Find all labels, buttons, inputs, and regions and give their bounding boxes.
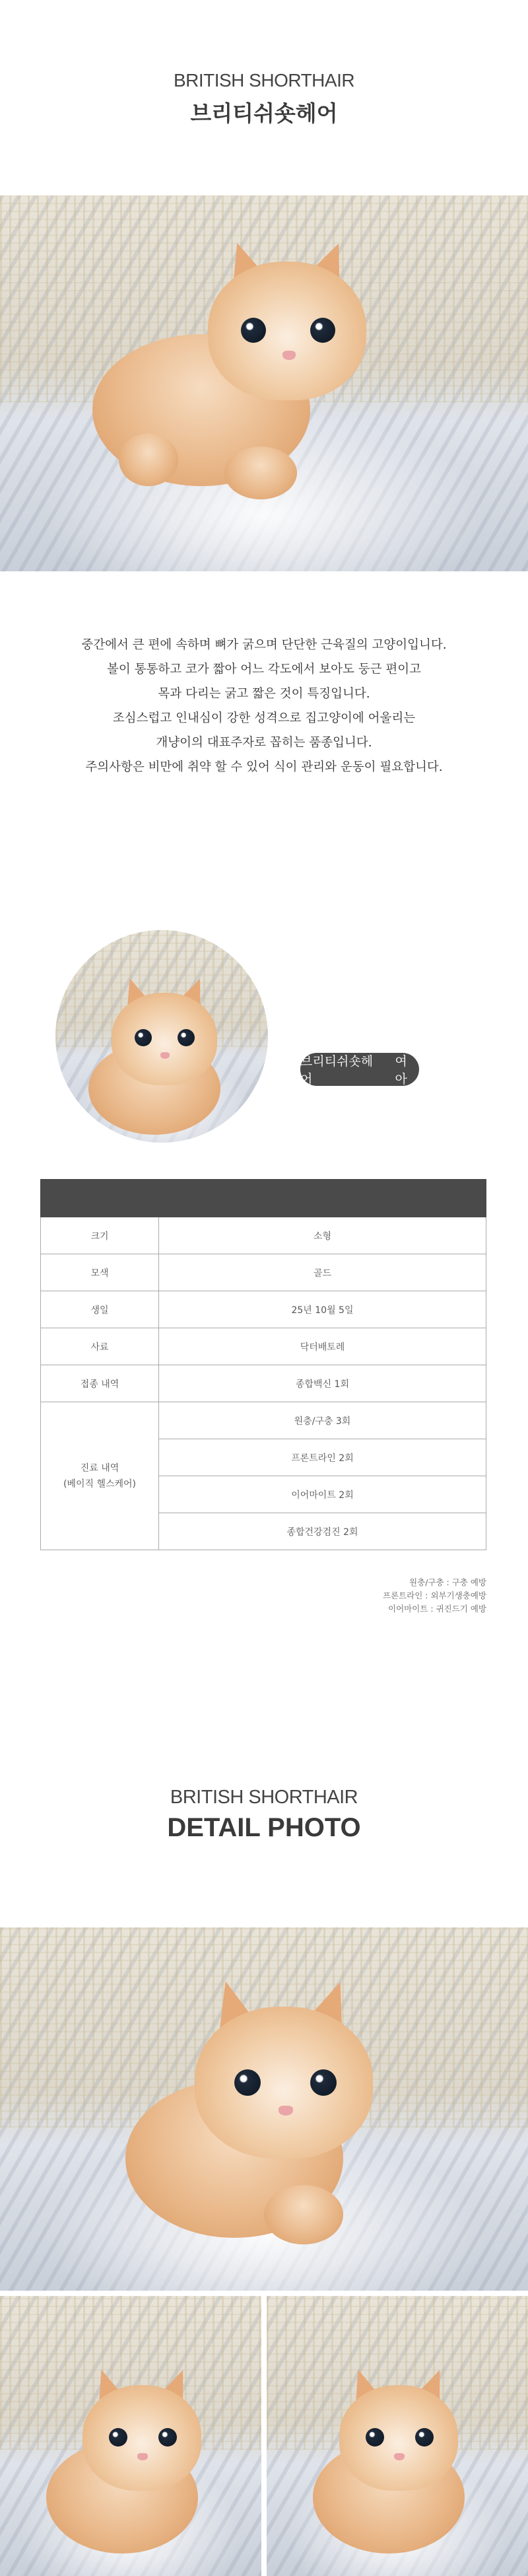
breed-korean-title: 브리티쉬숏헤어 [190,100,338,126]
care-notes [383,1576,486,1616]
hero-cat-photo [0,196,528,571]
note-line: 프론트라인 : 외부기생충예방 [382,1591,486,1600]
info-table [40,1179,486,1550]
care-value: 종합건강검진 2회 [159,1513,486,1550]
table-row [41,1365,486,1402]
description-line: 중간에서 큰 편에 속하며 뼈가 굵으며 단단한 근육질의 고양이입니다. [81,638,447,652]
profile-cat-photo [55,930,268,1143]
care-value: 이어마이트 2회 [159,1476,486,1513]
care-label-line: (베이직 헬스케어) [63,1478,137,1489]
row-value: 25년 10월 5일 [159,1291,486,1328]
detail-cat-photo-left [0,2296,261,2576]
row-label: 모색 [41,1254,159,1291]
detail-cat-photo-right [267,2296,528,2576]
breed-english-title: BRITISH SHORTHAIR [173,70,355,90]
row-value: 닥터배토레 [159,1328,486,1365]
row-value: 소형 [159,1217,486,1254]
row-label: 접종 내역 [41,1365,159,1402]
description-line: 개냥이의 대표주자로 꼽히는 품종입니다. [156,736,372,750]
detail-cat-photo [0,1927,528,2291]
row-label: 사료 [41,1328,159,1365]
care-label-line: 진료 내역 [80,1462,119,1474]
cat-illustration [92,235,376,532]
table-row [41,1291,486,1328]
breed-description [0,633,528,779]
row-label: 크기 [41,1217,159,1254]
care-value: 프론트라인 2회 [159,1439,486,1476]
table-row [41,1254,486,1291]
row-value: 종합백신 1회 [159,1365,486,1402]
detail-photo-title: DETAIL PHOTO [167,1813,361,1842]
row-value: 골드 [159,1254,486,1291]
table-row [41,1402,486,1439]
row-label: 생일 [41,1291,159,1328]
description-line: 목과 다리는 굵고 짧은 것이 특징입니다. [158,687,370,701]
note-line: 원충/구충 : 구충 예방 [409,1577,486,1587]
badge-breed: 브리티쉬숏헤어 [300,1054,374,1087]
description-line: 볼이 통통하고 코가 짧아 어느 각도에서 보아도 둥근 편이고 [107,662,421,676]
description-line: 조심스럽고 인내심이 강한 성격으로 집고양이에 어울리는 [112,711,416,725]
name-badge [300,1053,419,1086]
description-line: 주의사항은 비만에 취약 할 수 있어 식이 관리와 운동이 필요합니다. [85,760,443,774]
table-row [41,1217,486,1254]
note-line: 이어마이트 : 귀진드기 예방 [388,1604,486,1614]
detail-english-title: BRITISH SHORTHAIR [170,1787,358,1808]
care-value: 원충/구충 3회 [159,1402,486,1439]
badge-sex: 여아 [395,1054,407,1087]
care-label [41,1402,159,1550]
table-header-row [41,1180,486,1217]
table-row [41,1328,486,1365]
